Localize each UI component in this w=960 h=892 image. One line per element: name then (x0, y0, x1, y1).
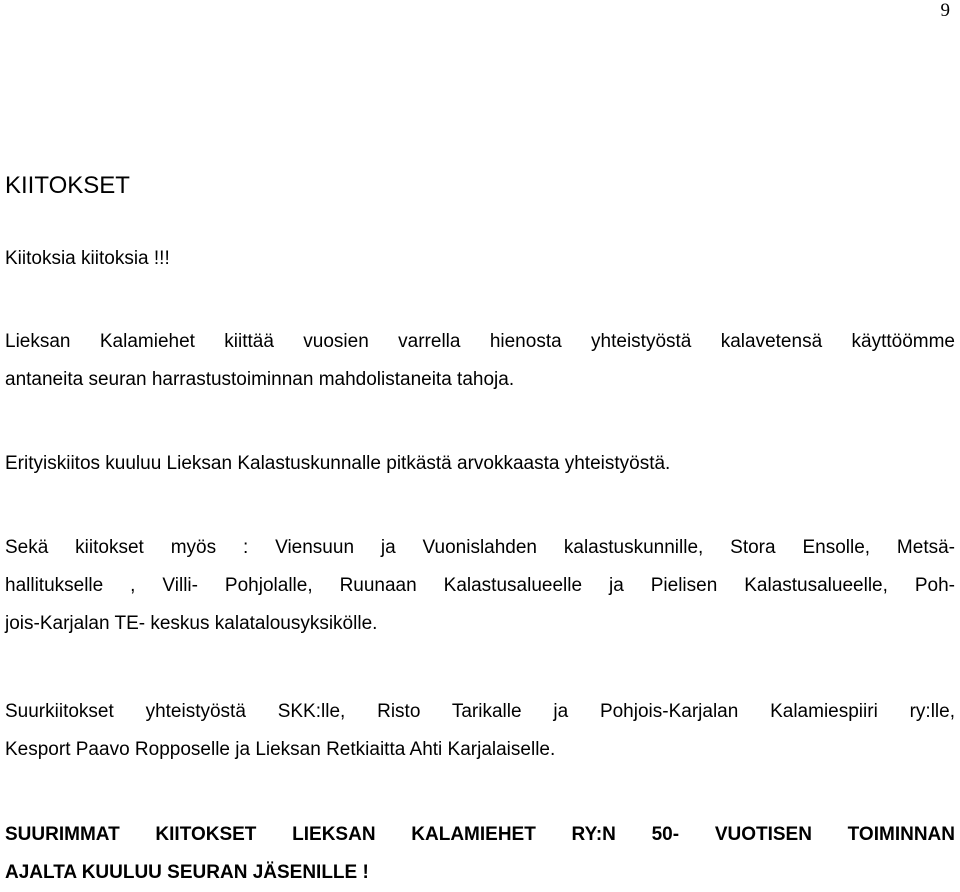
paragraph-thanks (5, 240, 955, 278)
paragraph-line: SUURIMMAT KIITOKSET LIEKSAN KALAMIEHET RY:N 50- VUOTISEN TOIMINNAN (5, 824, 955, 845)
paragraph-line: AJALTA KUULUU SEURAN JÄSENILLE ! (5, 862, 369, 883)
paragraph-line: Lieksan Kalamiehet kiittää vuosien varrella hienosta yhteistyöstä kalavetensä käyttöömme (5, 331, 955, 352)
paragraph-line: Kiitoksia kiitoksia !!! (5, 248, 170, 269)
paragraph-great-thanks (5, 693, 955, 769)
paragraph-club-thanks (5, 323, 955, 399)
paragraph-line: hallitukselle , Villi- Pohjolalle, Ruunaan Kalastusalueelle ja Pielisen Kalastusalueelle, Poh- (5, 575, 955, 596)
paragraph-line: antaneita seuran harrastustoiminnan mahdolistaneita tahoja. (5, 369, 515, 390)
paragraph-partners (5, 529, 955, 643)
paragraph-line: Suurkiitokset yhteistyöstä SKK:lle, Risto Tarikalle ja Pohjois-Karjalan Kalamiespiiri ry:lle, (5, 701, 955, 722)
paragraph-line: Sekä kiitokset myös : Viensuun ja Vuonislahden kalastuskunnille, Stora Ensolle, Metsä- (5, 537, 955, 558)
paragraph-members-thanks (5, 816, 955, 892)
paragraph-special-thanks (5, 445, 955, 483)
paragraph-line: Kesport Paavo Ropposelle ja Lieksan Retkiaitta Ahti Karjalaiselle. (5, 739, 556, 760)
paragraph-line: Erityiskiitos kuuluu Lieksan Kalastuskunnalle pitkästä arvokkaasta yhteistyöstä. (5, 453, 671, 474)
page-number: 9 (940, 0, 950, 21)
page-title: KIITOKSET (5, 172, 130, 199)
paragraph-line: jois-Karjalan TE- keskus kalatalousyksikölle. (5, 613, 378, 634)
